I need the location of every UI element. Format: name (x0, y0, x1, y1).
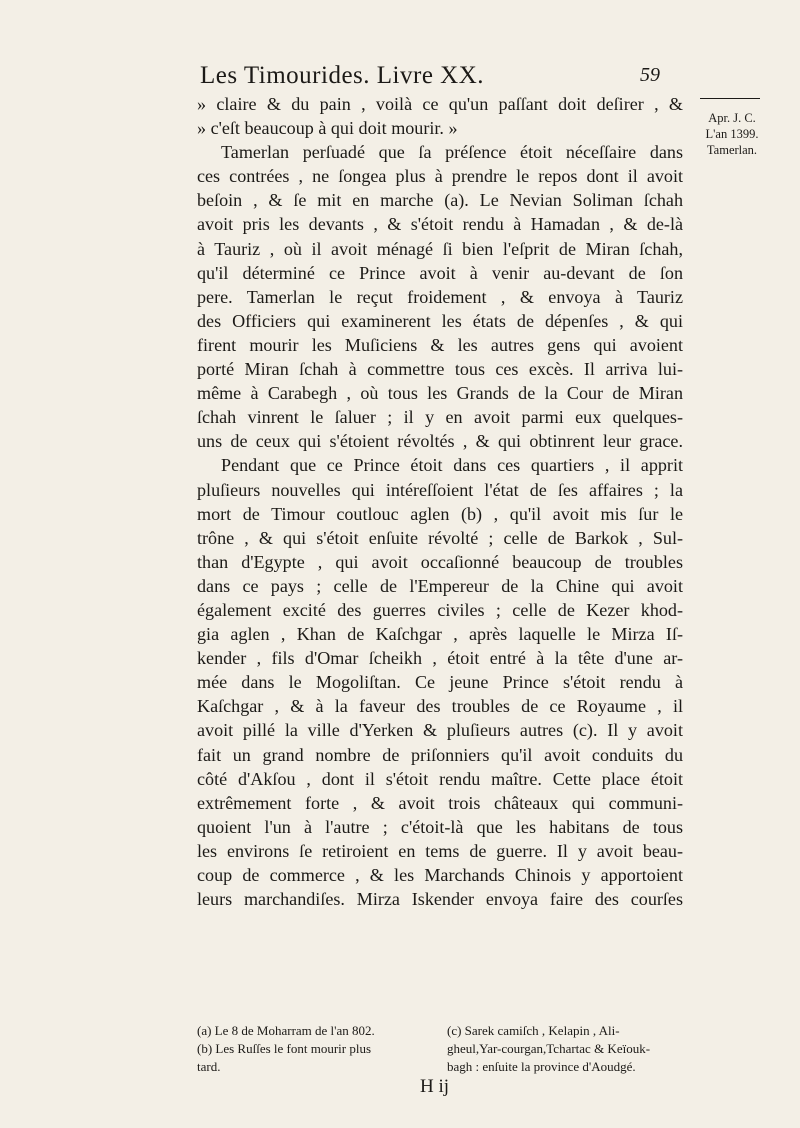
text-line: » c'eſt beaucoup à qui doit mourir. » (197, 118, 458, 139)
margin-note-subject: Tamerlan. (706, 143, 758, 157)
margin-rule (700, 98, 760, 99)
text-line: pluſieurs nouvelles qui intéreſſoient l'état de ſes affaires ; la (197, 479, 683, 500)
running-head (200, 62, 660, 92)
margin-note-year: L'an 1399. (705, 127, 759, 141)
footnote-line: gheul,Yar-courgan,Tchartac & Keïouk- (447, 1041, 651, 1056)
text-line: extrêmement forte , & avoit trois châteaux qui communi- (197, 792, 683, 813)
text-line: qu'il déterminé ce Prince avoit à venir au-devant de ſon (197, 262, 683, 283)
text-line: également excité des guerres civiles ; celle de Kezer khod- (197, 599, 683, 620)
text-line: fait un grand nombre de priſonniers qu'il avoit conduits du (197, 744, 683, 765)
text-line: Tamerlan perſuadé que ſa préſence étoit néceſſaire dans (221, 142, 683, 163)
text-line: avoit pris les devants , & s'étoit rendu à Hamadan , & de-là (197, 214, 683, 235)
text-line: quoient l'un à l'autre ; c'étoit-là que les habitans de tous (197, 816, 683, 837)
text-line: à Tauriz , où il avoit ménagé ſi bien l'eſprit de Miran ſchah, (197, 238, 683, 259)
text-line: mort de Timour coutlouc aglen (b) , qu'il avoit mis ſur le (197, 503, 683, 524)
text-line: gia aglen , Khan de Kaſchgar , après laquelle le Mirza Iſ- (197, 624, 683, 645)
footnote-line: (c) Sarek camiſch , Kelapin , Ali- (447, 1023, 620, 1038)
text-line: kender , fils d'Omar ſcheikh , étoit entré à la tête d'une ar- (197, 648, 683, 669)
footnotes-right-column (447, 1022, 687, 1076)
text-line: ces contrées , ne ſongea plus à prendre le repos dont il avoit (197, 166, 683, 187)
text-line: uns de ceux qui s'étoient révoltés , & qui obtinrent leur grace. (197, 431, 683, 452)
page-number: 59 (640, 64, 660, 86)
text-line: côté d'Akſou , dont il s'étoit rendu maître. Cette place étoit (197, 768, 683, 789)
footnote-line: bagh : enſuite la province d'Aoudgé. (447, 1059, 636, 1074)
footnote-line: tard. (197, 1059, 221, 1074)
text-line: des Officiers qui examinerent les états de dépenſes , & qui (197, 310, 683, 331)
signature-mark: H ij (420, 1076, 450, 1097)
text-line: Pendant que ce Prince étoit dans ces quartiers , il apprit (221, 455, 683, 476)
text-line: avoit pillé la ville d'Yerken & pluſieurs autres (c). Il y avoit (197, 720, 683, 741)
text-line: beſoin , & ſe mit en marche (a). Le Nevian Soliman ſchah (197, 190, 683, 211)
text-line: leurs marchandiſes. Mirza Iskender envoya faire des courſes (197, 889, 683, 910)
running-head-title: Les Timourides. Livre XX. (200, 62, 485, 89)
text-line: firent mourir les Muſiciens & les autres gens qui avoient (197, 334, 683, 355)
text-line: même à Carabegh , où tous les Grands de la Cour de Miran (197, 383, 683, 404)
text-line: Kaſchgar , & à la faveur des troubles de ce Royaume , il (197, 696, 683, 717)
text-line: coup de commerce , & les Marchands Chinois y apportoient (197, 865, 683, 885)
footnote-line: (a) Le 8 de Moharram de l'an 802. (197, 1023, 375, 1038)
text-line: » claire & du pain , voilà ce qu'un paſſant doit deſirer , & (197, 94, 683, 114)
text-line: ſchah vinrent le ſaluer ; il y en avoit parmi eux quelques- (197, 407, 683, 428)
margin-note (696, 110, 768, 158)
body-text (197, 92, 683, 911)
footnotes-left-column (197, 1022, 427, 1076)
text-line: pere. Tamerlan le reçut froidement , & envoya à Tauriz (197, 286, 683, 307)
text-line: porté Miran ſchah à commettre tous ces excès. Il arriva lui- (197, 359, 683, 380)
text-line: dans ce pays ; celle de l'Empereur de la Chine qui avoit (197, 575, 683, 596)
text-line: than d'Egypte , qui avoit occaſionné beaucoup de troubles (197, 551, 683, 572)
text-line: les environs ſe retiroient en tems de guerre. Il y avoit beau- (197, 840, 683, 861)
margin-note-era: Apr. J. C. (708, 111, 756, 125)
footnote-line: (b) Les Ruſſes le font mourir plus (197, 1041, 372, 1056)
text-line: trône , & qui s'étoit enſuite révolté ; celle de Barkok , Sul- (197, 527, 683, 548)
text-line: mée dans le Mogoliſtan. Ce jeune Prince s'étoit rendu à (197, 672, 683, 693)
